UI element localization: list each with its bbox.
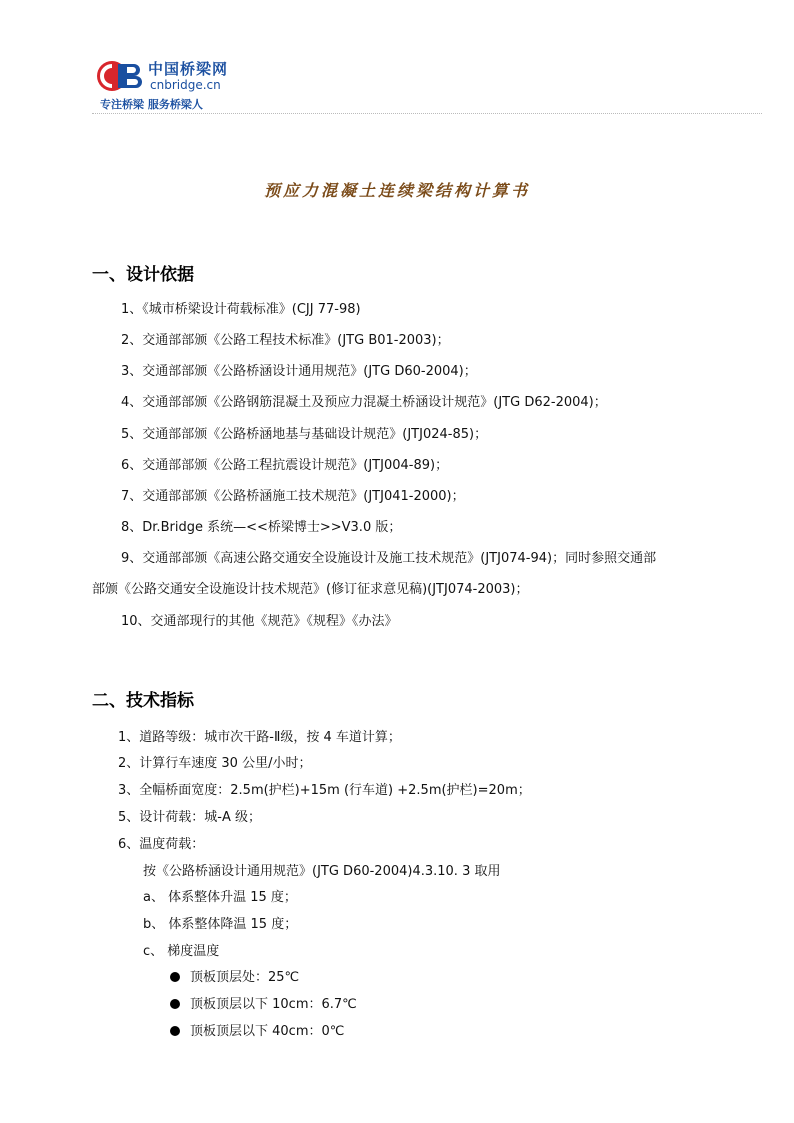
- list-item: c、 梯度温度: [143, 944, 220, 959]
- list-item: 2、交通部部颁《公路工程技术标准》(JTG B01-2003)；: [121, 333, 450, 348]
- document-title: 预应力混凝土连续梁结构计算书: [263, 181, 530, 200]
- bullet-dot-icon: [170, 972, 180, 982]
- bullet-dot-icon: [170, 999, 180, 1009]
- bullet-text: 顶板顶层以下 40cm：0℃: [190, 1024, 345, 1039]
- site-logo[interactable]: [96, 58, 266, 114]
- list-item: 3、全幅桥面宽度：2.5m(护栏)+15m (行车道) +2.5m(护栏)=20m；: [118, 783, 531, 798]
- logo-chinese-text: 中国桥梁网: [148, 60, 229, 78]
- list-item: 4、交通部部颁《公路钢筋混凝土及预应力混凝土桥涵设计规范》(JTG D62-2004)；: [121, 395, 607, 410]
- list-item: a、 体系整体升温 15 度；: [143, 890, 297, 905]
- header-divider: [92, 113, 762, 114]
- bullet-item: [170, 1020, 344, 1039]
- section-heading-technical-indicators: 二、技术指标: [92, 691, 194, 711]
- list-item: 3、交通部部颁《公路桥涵设计通用规范》(JTG D60-2004)；: [121, 364, 477, 379]
- list-item: 6、交通部部颁《公路工程抗震设计规范》(JTJ004-89)；: [121, 458, 449, 473]
- list-item: b、 体系整体降温 15 度；: [143, 917, 298, 932]
- list-item: 5、交通部部颁《公路桥涵地基与基础设计规范》(JTJ024-85)；: [121, 427, 488, 442]
- bullet-text: 顶板顶层处：25℃: [190, 970, 300, 985]
- list-item: 10、交通部现行的其他《规范》《规程》《办法》: [121, 614, 398, 629]
- list-item-continuation: 部颁《公路交通安全设施设计技术规范》(修订征求意见稿)(JTJ074-2003)；: [92, 582, 529, 597]
- logo-slogan: 专注桥梁 服务桥梁人: [100, 98, 203, 111]
- list-item: 6、温度荷载：: [118, 837, 205, 852]
- section-heading-design-basis: 一、设计依据: [92, 265, 194, 285]
- list-item: 按《公路桥涵设计通用规范》(JTG D60-2004)4.3.10. 3 取用: [143, 864, 501, 879]
- bullet-item: [170, 993, 357, 1012]
- cnbridge-logo-icon: [96, 58, 148, 94]
- list-item: 1、《城市桥梁设计荷载标准》(CJJ 77-98): [121, 302, 361, 317]
- list-item: 7、交通部部颁《公路桥涵施工技术规范》(JTJ041-2000)；: [121, 489, 465, 504]
- list-item: 9、交通部部颁《高速公路交通安全设施设计及施工技术规范》(JTJ074-94)；同时参照交通部: [121, 551, 657, 566]
- bullet-dot-icon: [170, 1026, 180, 1036]
- list-item: 1、道路等级：城市次干路-Ⅱ级，按 4 车道计算；: [118, 730, 401, 745]
- list-item: 8、Dr.Bridge 系统—<<桥梁博士>>V3.0 版；: [121, 520, 402, 535]
- list-item: 5、设计荷载：城-A 级；: [118, 810, 261, 825]
- bullet-text: 顶板顶层以下 10cm：6.7℃: [190, 997, 357, 1012]
- bullet-item: [170, 966, 299, 985]
- logo-domain-text: cnbridge.cn: [150, 78, 221, 92]
- list-item: 2、计算行车速度 30 公里/小时；: [118, 756, 312, 771]
